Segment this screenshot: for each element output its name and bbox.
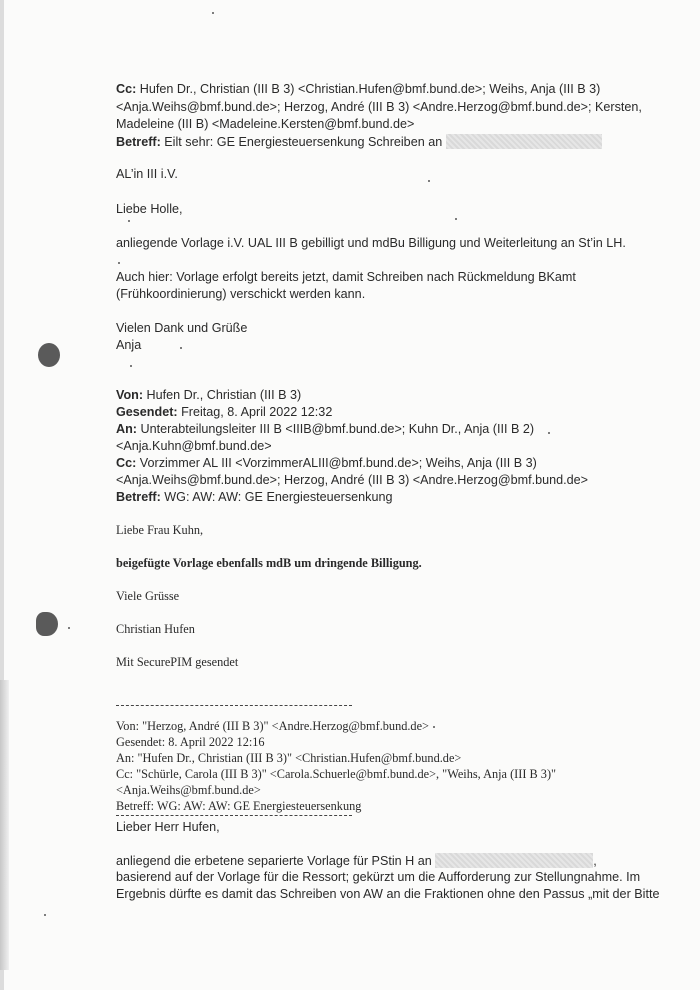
- body-3-line2: basierend auf der Vorlage für die Ressort; gekürzt um die Aufforderung zur Stellungnahme. Im: [116, 870, 641, 884]
- third-subject: Betreff: WG: AW: AW: GE Energiesteuersenkung: [116, 799, 362, 813]
- scan-speck: [130, 365, 132, 367]
- first-subject: Betreff: Eilt sehr: GE Energiesteuersenkung Schreiben an: [116, 134, 602, 150]
- al-line: AL’in III i.V.: [116, 167, 178, 181]
- second-cc-line2: <Anja.Weihs@bmf.bund.de>; Herzog, André (III B 3) <Andre.Herzog@bmf.bund.de>: [116, 473, 588, 487]
- greeting-1: Liebe Holle,: [116, 202, 183, 216]
- first-cc-line2: <Anja.Weihs@bmf.bund.de>; Herzog, André (III B 3) <Andre.Herzog@bmf.bund.de>; Kersten,: [116, 100, 642, 114]
- scan-speck: [128, 220, 130, 222]
- redaction-box: [446, 134, 602, 149]
- scan-speck: [180, 347, 182, 349]
- third-from: Von: "Herzog, André (III B 3)" <Andre.Herzog@bmf.bund.de>: [116, 719, 429, 733]
- second-sent: Gesendet: Freitag, 8. April 2022 12:32: [116, 405, 333, 419]
- mobile-footer: Mit SecurePIM gesendet: [116, 655, 239, 669]
- scan-speck: [68, 627, 70, 629]
- body-3-line1: anliegend die erbetene separierte Vorlage für PStin H an ,: [116, 854, 597, 868]
- page-edge-shadow: [0, 680, 9, 970]
- second-to-line2: <Anja.Kuhn@bmf.bund.de>: [116, 439, 272, 453]
- closing-2: Viele Grüsse: [116, 589, 180, 603]
- body-2-line2: (Frühkoordinierung) verschickt werden kann.: [116, 287, 366, 301]
- separator-bottom: [116, 815, 352, 816]
- second-from: Von: Hufen Dr., Christian (III B 3): [116, 388, 302, 402]
- scan-speck: [455, 218, 457, 220]
- scan-speck: [118, 262, 120, 264]
- closing-1: Vielen Dank und Grüße: [116, 321, 248, 335]
- second-subject: Betreff: WG: AW: AW: GE Energiesteuersenkung: [116, 490, 393, 504]
- body-2-line1: Auch hier: Vorlage erfolgt bereits jetzt, damit Schreiben nach Rückmeldung BKamt: [116, 270, 576, 284]
- scan-speck: [212, 12, 214, 14]
- separator-top: [116, 705, 352, 706]
- greeting-2: Liebe Frau Kuhn,: [116, 523, 204, 537]
- punch-hole-top: [38, 343, 60, 367]
- second-to-line1: An: Unterabteilungsleiter III B <IIIB@bmf.bund.de>; Kuhn Dr., Anja (III B 2): [116, 422, 535, 436]
- body-1: anliegende Vorlage i.V. UAL III B gebilligt und mdBu Billigung und Weiterleitung an St’in LH.: [116, 236, 626, 250]
- first-cc-line1: Cc: Hufen Dr., Christian (III B 3) <Christian.Hufen@bmf.bund.de>; Weihs, Anja (III B 3): [116, 82, 601, 96]
- redaction-box: [435, 853, 593, 868]
- second-cc-line1: Cc: Vorzimmer AL III <VorzimmerALIII@bmf.bund.de>; Weihs, Anja (III B 3): [116, 456, 537, 470]
- body-3-line3: Ergebnis dürfte es damit das Schreiben von AW an die Fraktionen ohne den Passus „mit der Bitte: [116, 887, 660, 901]
- body-2-bold: beigefügte Vorlage ebenfalls mdB um dringende Billigung.: [116, 556, 422, 570]
- greeting-3: Lieber Herr Hufen,: [116, 820, 220, 834]
- third-cc-line1: Cc: "Schürle, Carola (III B 3)" <Carola.Schuerle@bmf.bund.de>, "Weihs, Anja (III B 3)": [116, 767, 557, 781]
- scan-speck: [44, 914, 46, 916]
- punch-hole-bottom: [36, 612, 58, 636]
- third-to: An: "Hufen Dr., Christian (III B 3)" <Christian.Hufen@bmf.bund.de>: [116, 751, 462, 765]
- scan-speck: [428, 180, 430, 182]
- signature-2: Christian Hufen: [116, 622, 195, 636]
- scan-speck: [548, 432, 550, 434]
- first-cc-line3: Madeleine (III B) <Madeleine.Kersten@bmf.bund.de>: [116, 117, 415, 131]
- signature-1: Anja: [116, 338, 142, 352]
- third-sent: Gesendet: 8. April 2022 12:16: [116, 735, 265, 749]
- third-cc-line2: <Anja.Weihs@bmf.bund.de>: [116, 783, 261, 797]
- scan-speck: [433, 726, 435, 728]
